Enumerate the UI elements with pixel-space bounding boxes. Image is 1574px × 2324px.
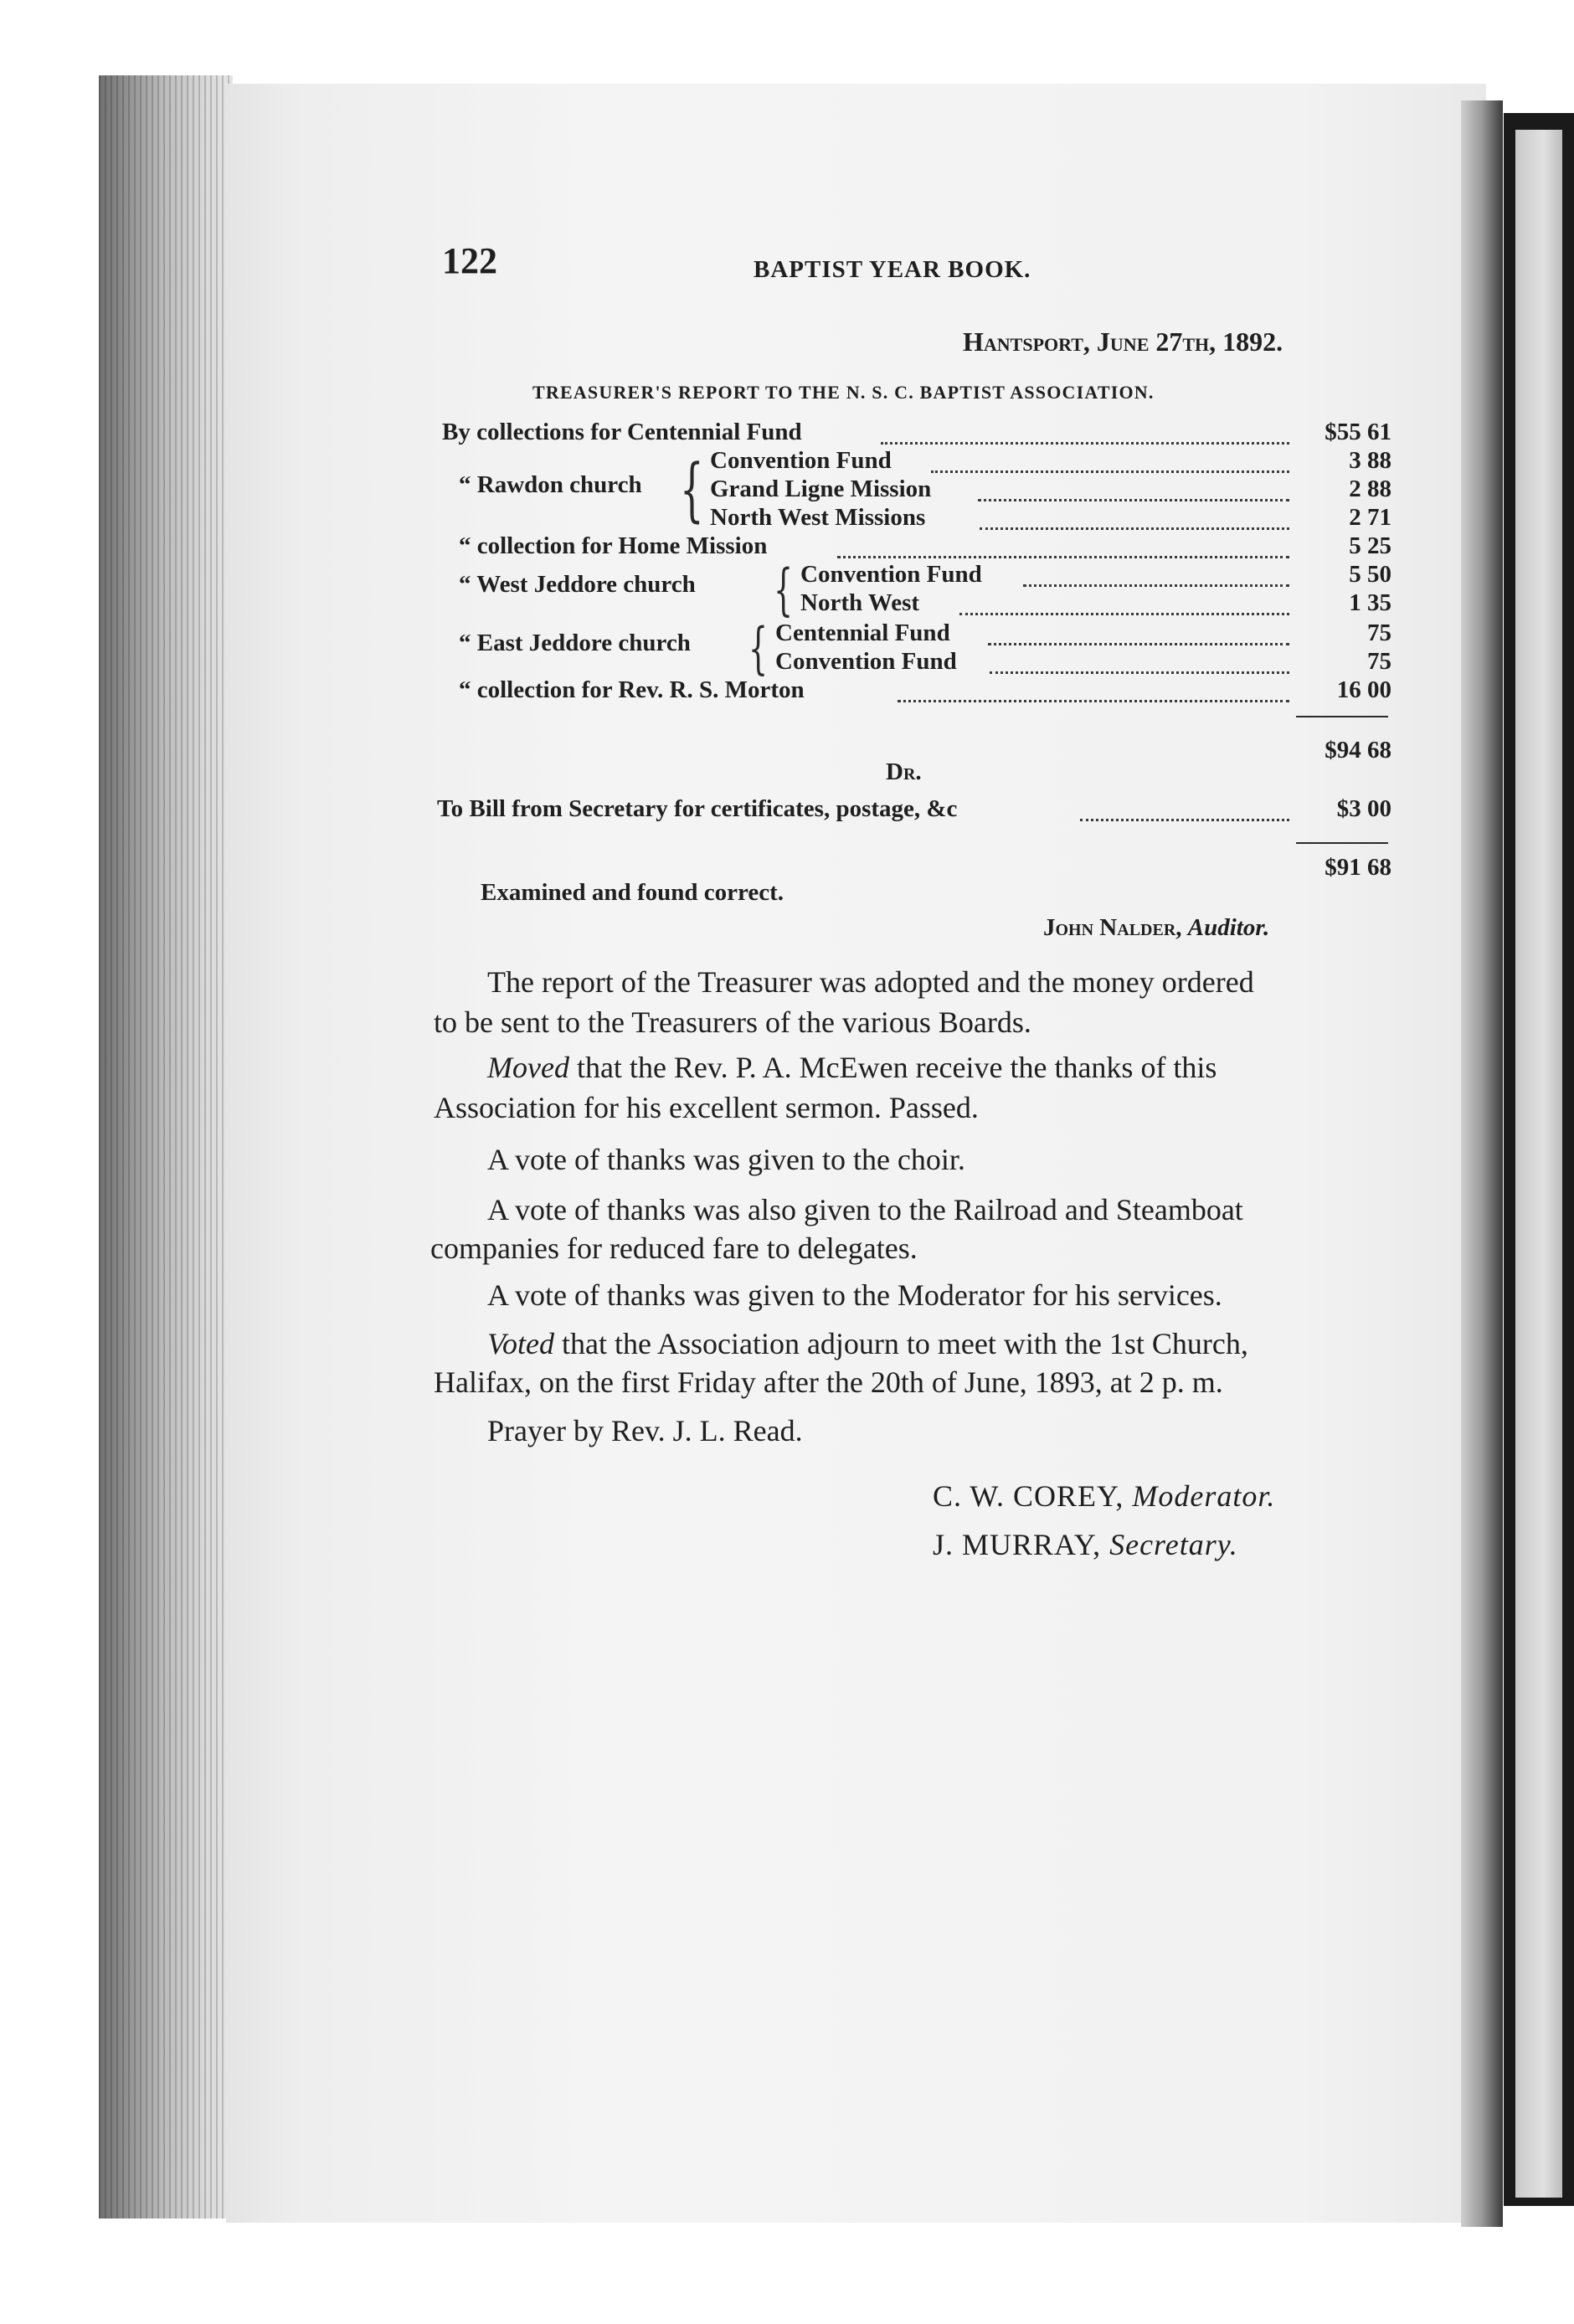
- secretary-role: Secretary.: [1109, 1528, 1238, 1561]
- report-title: TREASURER'S REPORT TO THE N. S. C. BAPTIST ASSOCIATION.: [532, 382, 1155, 403]
- amount-east-jeddore-centennial: 75: [1367, 620, 1391, 646]
- east-jeddore-item-centennial: Centennial Fund: [775, 620, 950, 646]
- minutes-p3: A vote of thanks was given to the choir.: [487, 1143, 965, 1176]
- minutes-p2-line2: Association for his excellent sermon. Passed.: [434, 1091, 979, 1124]
- page-stack-edge: [99, 75, 233, 2219]
- east-jeddore-item-convention: Convention Fund: [775, 648, 957, 675]
- rawdon-item-north-west: North West Missions: [710, 504, 926, 531]
- moderator-role: Moderator.: [1132, 1479, 1276, 1513]
- examined-note: Examined and found correct.: [481, 879, 784, 906]
- minutes-p5: A vote of thanks was given to the Moderator for his services.: [487, 1278, 1222, 1312]
- amount-west-jeddore-convention: 5 50: [1349, 561, 1391, 588]
- rawdon-item-grand-ligne: Grand Ligne Mission: [710, 476, 932, 502]
- minutes-p6-line2: Halifax, on the first Friday after the 20th of June, 1893, at 2 p. m.: [434, 1365, 1223, 1399]
- minutes-p4-line2: companies for reduced fare to delegates.: [430, 1231, 918, 1265]
- report-dateline: Hantsport, June 27th, 1892.: [963, 326, 1283, 357]
- amount-centennial: $55 61: [1325, 419, 1391, 445]
- moderator-name: C. W. COREY,: [933, 1479, 1124, 1513]
- minutes-p1-line1: The report of the Treasurer was adopted and the money ordered: [487, 965, 1254, 999]
- minutes-p6-emphasis: Voted: [487, 1327, 554, 1360]
- amount-rawdon-grand-ligne: 2 88: [1349, 476, 1391, 502]
- ledger-label-east-jeddore: “ East Jeddore church: [459, 630, 691, 656]
- debit-amount: $3 00: [1336, 795, 1391, 822]
- brace-east-jeddore: {: [748, 616, 769, 681]
- debit-label: To Bill from Secretary for certificates, postage, &c: [437, 795, 958, 822]
- minutes-p2-line1: Moved that the Rev. P. A. McEwen receive the thanks of this: [487, 1051, 1217, 1084]
- auditor-role: Auditor.: [1187, 914, 1270, 941]
- auditor-name: John Nalder,: [1043, 914, 1182, 941]
- amount-home-mission: 5 25: [1349, 532, 1391, 559]
- page-number: 122: [442, 240, 497, 281]
- minutes-p2-emphasis: Moved: [487, 1051, 569, 1084]
- running-title: BAPTIST YEAR BOOK.: [754, 256, 1031, 283]
- ledger-label-rawdon: “ Rawdon church: [459, 471, 642, 498]
- auditor-signature: [1043, 914, 1269, 942]
- minutes-p7: Prayer by Rev. J. L. Read.: [487, 1414, 803, 1447]
- ledger-label-home-mission: “ collection for Home Mission: [459, 532, 768, 559]
- secretary-name: J. MURRAY,: [933, 1528, 1102, 1561]
- rawdon-item-convention: Convention Fund: [710, 447, 892, 474]
- west-jeddore-item-north-west: North West: [800, 589, 920, 616]
- gutter-shadow: [1461, 100, 1503, 2227]
- dr-heading: Dr.: [886, 758, 922, 785]
- west-jeddore-item-convention: Convention Fund: [800, 561, 982, 588]
- amount-east-jeddore-convention: 75: [1367, 648, 1391, 675]
- moderator-signature: [933, 1478, 1275, 1514]
- ledger-label-west-jeddore: “ West Jeddore church: [459, 571, 696, 598]
- amount-west-jeddore-north-west: 1 35: [1349, 589, 1391, 616]
- ledger-label-centennial: By collections for Centennial Fund: [442, 419, 802, 445]
- secretary-signature: [933, 1527, 1238, 1562]
- total-rule: [1296, 842, 1388, 844]
- minutes-p6-line1: Voted that the Association adjourn to meet with the 1st Church,: [487, 1327, 1248, 1360]
- dot-leader: [837, 556, 1289, 558]
- subtotal-rule: [1296, 716, 1388, 717]
- minutes-p1-line2: to be sent to the Treasurers of the various Boards.: [434, 1005, 1031, 1039]
- total-amount: $91 68: [1325, 854, 1391, 881]
- minutes-p4-line1: A vote of thanks was also given to the Railroad and Steamboat: [487, 1193, 1243, 1226]
- amount-rawdon-north-west: 2 71: [1349, 504, 1391, 531]
- subtotal-amount: $94 68: [1325, 737, 1391, 764]
- amount-rawdon-convention: 3 88: [1349, 447, 1391, 474]
- brace-west-jeddore: {: [774, 558, 794, 622]
- brace-rawdon: {: [680, 450, 704, 530]
- ledger-label-morton: “ collection for Rev. R. S. Morton: [459, 676, 805, 703]
- facing-page-strip: [1504, 113, 1574, 2206]
- amount-morton: 16 00: [1336, 676, 1391, 703]
